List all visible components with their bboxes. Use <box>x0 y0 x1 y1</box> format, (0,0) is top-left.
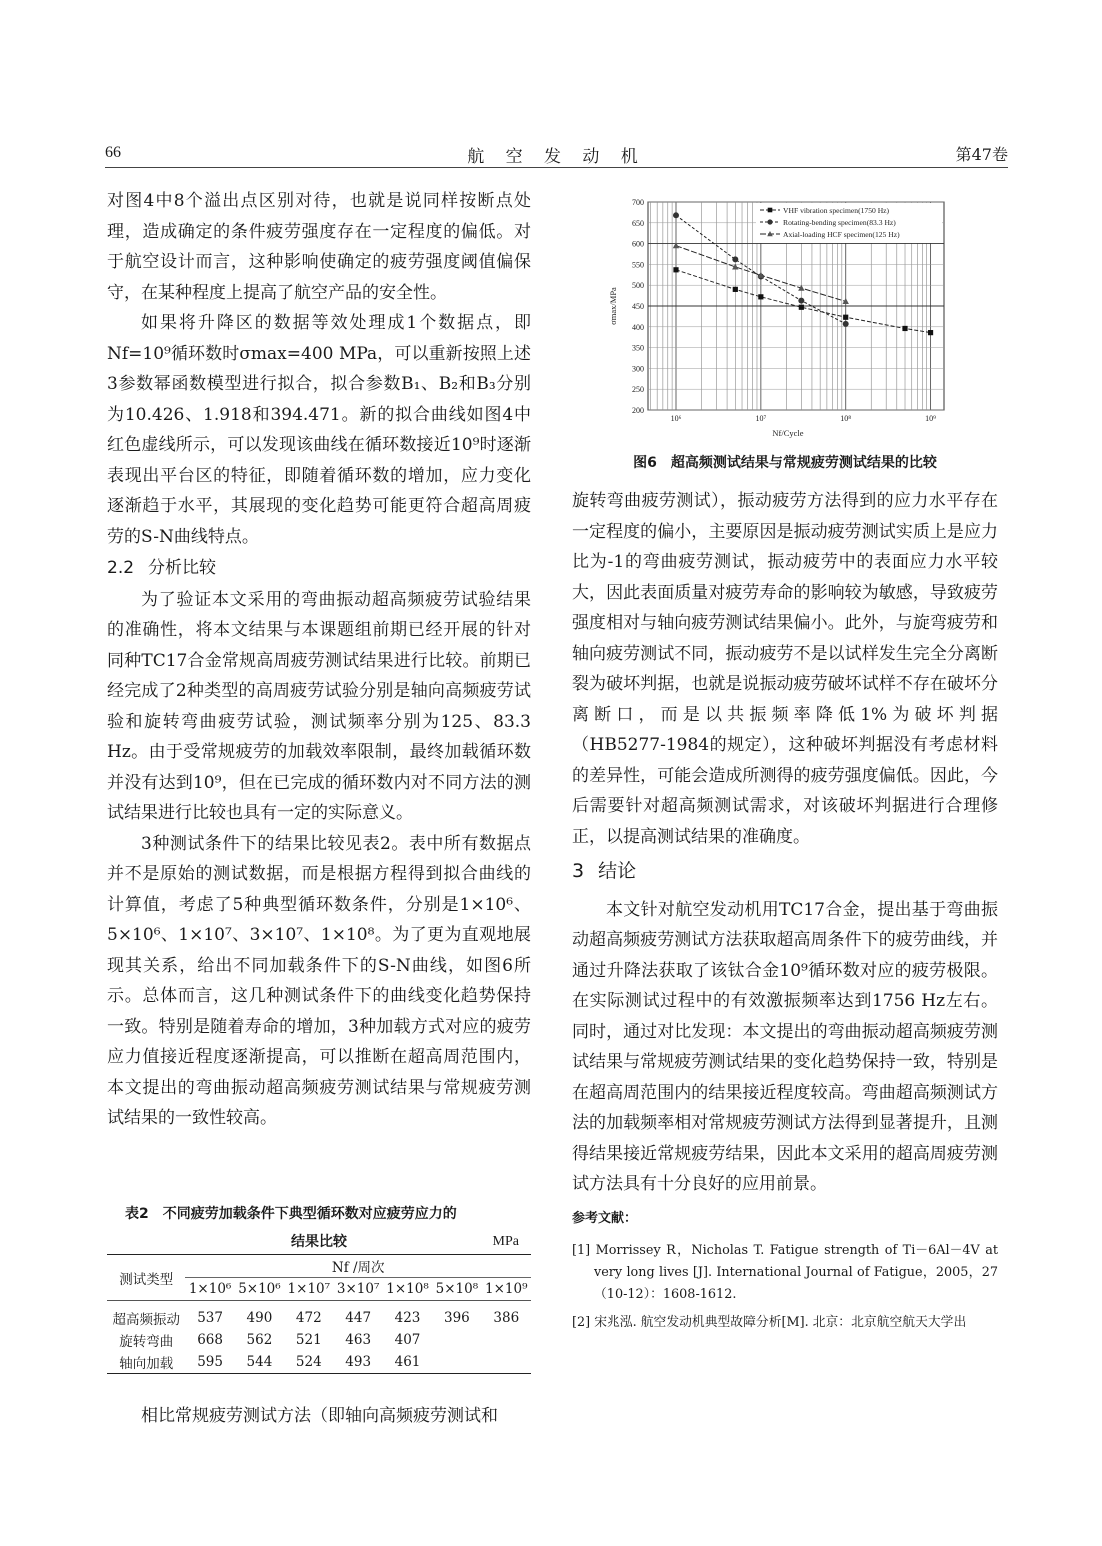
sn-curve-chart <box>600 192 970 442</box>
table-cell <box>482 1351 531 1374</box>
y-tick-label: 200 <box>632 406 644 415</box>
table-cell: 423 <box>394 1310 421 1326</box>
table-row-label: 轴向加载 <box>107 1351 185 1374</box>
data-point <box>673 212 679 218</box>
paragraph: 为了验证本文采用的弯曲振动超高频疲劳试验结果的准确性，将本文结果与本课题组前期已经开展的针对同种TC17合金常规高周疲劳测试结果进行比较。前期已经完成了2种类型的高周疲劳试验分别是轴向高频疲劳试验和旋转弯曲疲劳试验，测试频率分别为125、83.3 Hz。由于受常规疲劳的加载效率限制，最终加载循环数并没有达到10⁹，但在已完成的循环数内对不同方法的测试结果进行比较也具有一定的实际意义。 <box>107 589 531 823</box>
data-point <box>843 315 848 320</box>
page-number: 66 <box>105 144 121 161</box>
reference-item: [2] 宋兆泓. 航空发动机典型故障分析[M]. 北京：北京航空航天大学出 <box>572 1314 967 1330</box>
right-column <box>572 486 998 1334</box>
data-point <box>732 256 738 262</box>
data-point <box>902 326 907 331</box>
paragraph: 相比常规疲劳测试方法（即轴向高频疲劳测试和 <box>141 1406 498 1426</box>
table-col-header: 5×10⁶ <box>235 1278 284 1301</box>
table-col-header: 5×10⁸ <box>432 1278 481 1301</box>
y-tick-label: 350 <box>632 343 644 353</box>
table-col-header: 3×10⁷ <box>333 1278 382 1301</box>
header-rule <box>105 167 1008 168</box>
table-cell: 668 <box>197 1332 223 1348</box>
y-tick-label: 500 <box>632 281 644 291</box>
table-cell: 386 <box>493 1310 520 1326</box>
table-row-label: 旋转弯曲 <box>119 1334 174 1350</box>
data-point <box>928 330 933 335</box>
x-axis-label: Nf/Cycle <box>772 428 804 438</box>
data-table <box>107 1254 531 1374</box>
table-cell <box>482 1329 531 1351</box>
table-cell: 595 <box>185 1351 234 1374</box>
table-cell: 537 <box>197 1310 223 1326</box>
table-cell: 493 <box>333 1351 382 1374</box>
table-row <box>107 1351 531 1374</box>
table-cell: 562 <box>246 1332 273 1348</box>
reference-item: [1] Morrissey R，Nicholas T. Fatigue strength of Ti－6Al－4V at very long lives [J]. International Journal of Fatigue，2005，27（10-12）：1608-1612. <box>572 1242 998 1302</box>
table-col-header: 1×10⁷ <box>284 1278 333 1301</box>
legend-label: VHF vibration specimen(1750 Hz) <box>783 206 890 215</box>
table-row-label: 超高频振动 <box>112 1312 180 1328</box>
table-row <box>107 1329 531 1351</box>
x-tick-label: 10⁶ <box>670 414 682 423</box>
table-cell: 407 <box>394 1332 421 1348</box>
legend-label: Rotating-bending specimen(83.3 Hz) <box>783 218 896 227</box>
references <box>572 1208 998 1334</box>
data-point <box>733 287 738 292</box>
volume-label: 第47卷 <box>955 145 1008 164</box>
y-tick-label: 700 <box>632 198 644 207</box>
legend-marker <box>768 208 773 213</box>
table-cell: 472 <box>295 1310 322 1326</box>
legend-label: Axial-loading HCF specimen(125 Hz) <box>783 230 900 239</box>
data-point <box>799 305 804 310</box>
section-heading-2-2: 2.2 分析比较 <box>107 558 217 578</box>
table-col-header: 1×10⁸ <box>383 1278 432 1301</box>
data-point <box>798 298 804 304</box>
y-tick-label: 550 <box>632 260 644 270</box>
data-point <box>673 267 678 272</box>
table-unit: MPa <box>492 1234 519 1249</box>
y-tick-label: 300 <box>632 364 644 374</box>
paragraph: 对图4中8个溢出点区别对待，也就是说同样按断点处理，造成确定的条件疲劳强度存在一定程度的偏低。对于航空设计而言，这种影响使确定的疲劳强度阈值偏保守，在某种程度上提高了航空产品的安全性。 <box>107 191 531 303</box>
table-cell: 396 <box>443 1310 470 1326</box>
x-tick-label: 10⁹ <box>925 414 936 423</box>
table-row <box>107 1301 531 1330</box>
table-caption: 表2 不同疲劳加载条件下典型循环数对应疲劳应力的 结果比较 MPa <box>107 1200 531 1256</box>
table-cell: 521 <box>295 1332 322 1348</box>
paragraph: 本文针对航空发动机用TC17合金，提出基于弯曲振动超高频疲劳测试方法获取超高周条件下的疲劳曲线，并通过升降法获取了该钛合金10⁹循环数对应的疲劳极限。在实际测试过程中的有效激振频率达到1756 Hz左右。同时，通过对比发现：本文提出的弯曲振动超高频疲劳测试结果与常规疲劳测试结果的变化趋势保持一致，特别是在超高周范围内的结果接近程度较高。弯曲超高频测试方法的加载频率相对常规疲劳测试方法得到显著提升，且测得结果接近常规疲劳结果，因此本文采用的超高周疲劳测试方法具有十分良好的应用前景。 <box>572 899 998 1194</box>
table-cell: 461 <box>383 1351 432 1374</box>
table-col-header: 1×10⁶ <box>185 1278 234 1301</box>
table-col-header: 1×10⁹ <box>482 1278 531 1301</box>
y-axis-label: σmax/MPa <box>608 287 618 325</box>
left-column <box>107 186 531 1134</box>
legend-marker <box>767 219 772 224</box>
data-point <box>758 294 763 299</box>
x-tick-label: 10⁸ <box>840 414 852 423</box>
table-header-type: 测试类型 <box>107 1255 185 1301</box>
section-heading-3: 3 结论 <box>572 860 637 882</box>
paragraph: 旋转弯曲疲劳测试），振动疲劳方法得到的应力水平存在一定程度的偏小，主要原因是振动疲劳测试实质上是应力比为-1的弯曲疲劳测试，振动疲劳中的表面应力水平较大，因此表面质量对疲劳寿命的影响较为敏感，导致疲劳强度相对与轴向疲劳测试结果偏小。此外，与旋弯疲劳和轴向疲劳测试不同，振动疲劳不是以试样发生完全分离断裂为破坏判据，也就是说振动疲劳破坏试样不存在破坏分离断口，而是以共振频率降低1%为破坏判据（HB5277-1984的规定），这种破坏判据没有考虑材料的差异性，可能会造成所测得的疲劳强度偏低。因此，今后需要针对超高频测试需求，对该破坏判据进行合理修正，以提高测试结果的准确度。 <box>572 491 998 847</box>
y-tick-label: 600 <box>632 239 644 249</box>
journal-name: 航 空 发 动 机 <box>467 147 646 167</box>
table-header-group: Nf /周次 <box>185 1255 531 1278</box>
paragraph: 3种测试条件下的结果比较见表2。表中所有数据点并不是原始的测试数据，而是根据方程得到拟合曲线的计算值，考虑了5种典型循环数条件，分别是1×10⁶、5×10⁶、1×10⁷、3×10⁷、1×10⁸。为了更为直观地展现其关系，给出不同加载条件下的S-N曲线，如图6所示。总体而言，这几种测试条件下的曲线变化趋势保持一致。特别是随着寿命的增加，3种加载方式对应的疲劳应力值接近程度逐渐提高，可以推断在超高周范围内，本文提出的弯曲振动超高频疲劳测试结果与常规疲劳测试结果的一致性较高。 <box>107 833 531 1128</box>
y-tick-label: 250 <box>632 385 644 395</box>
paragraph: 如果将升降区的数据等效处理成1个数据点，即Nf=10⁹循环数时σmax=400 MPa，可以重新按照上述3参数幂函数模型进行拟合，拟合参数B₁、B₂和B₃分别为10.426、1.918和394.471。新的拟合曲线如图4中红色虚线所示，可以发现该曲线在循环数接近10⁹时逐渐表现出平台区的特征，即随着循环数的增加，应力变化逐渐趋于水平，其展现的变化趋势可能更符合超高周疲劳的S-N曲线特点。 <box>107 313 531 547</box>
y-tick-label: 650 <box>632 218 644 228</box>
x-tick-label: 10⁷ <box>755 414 767 423</box>
table-cell: 463 <box>345 1332 372 1348</box>
table-cell: 447 <box>345 1310 372 1326</box>
table-cell: 524 <box>284 1351 333 1374</box>
references-heading: 参考文献： <box>572 1210 638 1226</box>
left-column-tail <box>107 1401 531 1432</box>
page-header <box>105 140 1008 170</box>
table-cell: 544 <box>235 1351 284 1374</box>
table-cell <box>432 1329 481 1351</box>
table-cell: 490 <box>246 1310 273 1326</box>
data-point <box>843 321 849 327</box>
table-cell <box>432 1351 481 1374</box>
y-tick-label: 450 <box>632 302 644 311</box>
figure-caption: 图6 超高频测试结果与常规疲劳测试结果的比较 <box>633 455 937 471</box>
y-tick-label: 400 <box>632 322 644 332</box>
